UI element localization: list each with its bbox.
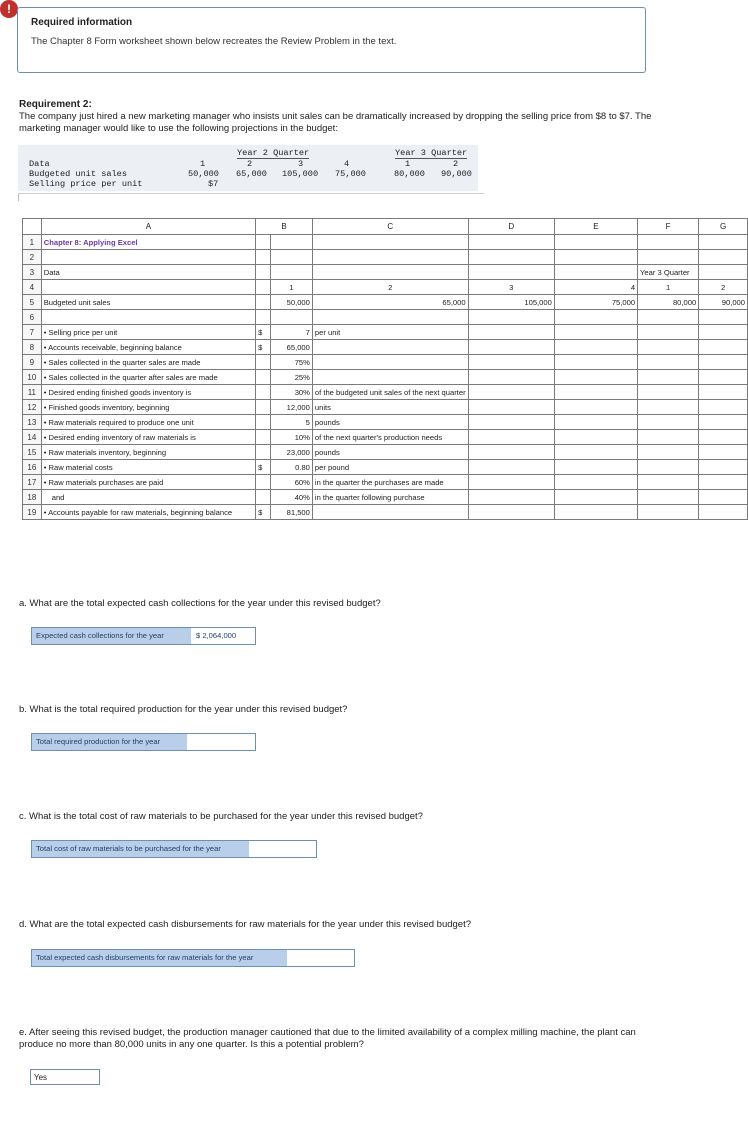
sales-y2q4: 75,000 [335, 169, 366, 179]
item-value: 81,500 [271, 505, 313, 520]
row-number: 2 [23, 250, 42, 265]
item-dollar: $ [256, 460, 271, 475]
y2-q2: 2 [247, 159, 253, 169]
answer-b-label: Total required production for the year [32, 734, 187, 750]
row-number: 9 [23, 355, 42, 370]
item-label: • Sales collected in the quarter after sales are made [41, 370, 255, 385]
sheet-row [23, 310, 748, 325]
item-label: • Accounts receivable, beginning balance [41, 340, 255, 355]
item-value: 5 [271, 415, 313, 430]
budgeted-unit-sales-label: Budgeted unit sales [41, 295, 255, 310]
data-heading: Data [41, 265, 255, 280]
item-value: 65,000 [271, 340, 313, 355]
raw-materials-cost-input[interactable] [250, 841, 316, 857]
item-note: in the quarter following purchase [312, 490, 468, 505]
cash-disbursements-input[interactable] [288, 950, 354, 966]
budgeted-value: 80,000 [638, 295, 699, 310]
item-note: per pound [312, 460, 468, 475]
sheet-row [23, 280, 748, 295]
item-note: of the budgeted unit sales of the next quarter [312, 385, 468, 400]
item-value: 12,000 [271, 400, 313, 415]
item-label: • Desired ending finished goods inventory is [41, 385, 255, 400]
item-note: of the next quarter's production needs [312, 430, 468, 445]
quarter-header: 3 [468, 280, 554, 295]
col-header-g: G [699, 219, 748, 235]
item-note: per unit [312, 325, 468, 340]
y3-q2: 2 [453, 159, 459, 169]
item-value: 75% [271, 355, 313, 370]
sheet-divider [18, 193, 484, 201]
sales-y3q1: 80,000 [394, 169, 425, 179]
item-value: 10% [271, 430, 313, 445]
sheet-row [23, 400, 748, 415]
answer-b-box [31, 733, 256, 751]
projection-data-block [18, 145, 478, 191]
item-label: • Raw material costs [41, 460, 255, 475]
answer-d-box [31, 949, 355, 967]
sheet-row [23, 340, 748, 355]
item-label: • Sales collected in the quarter sales are made [41, 355, 255, 370]
question-d: d. What are the total expected cash disbursements for raw materials for the year under this revised budget? [19, 919, 472, 930]
question-e: e. After seeing this revised budget, the production manager cautioned that due to the limited availability of a complex milling machine, the plant can produce no more than 80,000 units in any one quarter. Is this a potential problem? [19, 1027, 636, 1050]
sheet-row [23, 295, 748, 310]
item-value: 25% [271, 370, 313, 385]
item-label: • Desired ending inventory of raw materials is [41, 430, 255, 445]
row-number: 6 [23, 310, 42, 325]
col-header-f: F [638, 219, 699, 235]
item-label: • Selling price per unit [41, 325, 255, 340]
col-header-e: E [554, 219, 637, 235]
item-value: 30% [271, 385, 313, 400]
item-value: 23,000 [271, 445, 313, 460]
budgeted-value: 90,000 [699, 295, 748, 310]
item-value: 7 [271, 325, 313, 340]
col-header-b: B [256, 219, 313, 235]
question-c: c. What is the total cost of raw materials to be purchased for the year under this revised budget? [19, 811, 423, 822]
sheet-row [23, 415, 748, 430]
selling-price-label: Selling price per unit [29, 179, 143, 189]
sheet-row [23, 460, 748, 475]
expected-cash-collections-input[interactable]: $ 2,064,000 [192, 628, 254, 644]
potential-problem-select[interactable]: Yes [30, 1069, 100, 1085]
item-note: pounds [312, 445, 468, 460]
selling-price-value: $7 [208, 179, 219, 189]
sheet-row [23, 355, 748, 370]
row-number: 12 [23, 400, 42, 415]
item-value: 0.80 [271, 460, 313, 475]
item-note: units [312, 400, 468, 415]
quarter-header: 4 [554, 280, 637, 295]
requirement-title: Requirement 2: [19, 99, 92, 110]
item-value: 60% [271, 475, 313, 490]
row-number: 15 [23, 445, 42, 460]
y2-q1: 1 [200, 159, 206, 169]
item-label: • Raw materials required to produce one unit [41, 415, 255, 430]
budgeted-value: 50,000 [271, 295, 313, 310]
y2-q4: 4 [344, 159, 350, 169]
item-dollar: $ [256, 340, 271, 355]
budgeted-value: 105,000 [468, 295, 554, 310]
item-label: • Raw materials purchases are paid [41, 475, 255, 490]
info-title: Required information [31, 17, 133, 28]
row-number: 5 [23, 295, 42, 310]
y2-q3: 3 [298, 159, 304, 169]
sheet-row [23, 505, 748, 520]
row-number: 18 [23, 490, 42, 505]
item-label: • Raw materials inventory, beginning [41, 445, 255, 460]
sheet-row [23, 325, 748, 340]
corner-cell [23, 219, 42, 235]
question-a: a. What are the total expected cash collections for the year under this revised budget? [19, 598, 381, 609]
row-number: 16 [23, 460, 42, 475]
item-dollar: $ [256, 505, 271, 520]
year3-quarter-heading: Year 3 Quarter [638, 265, 699, 280]
sales-y2q3: 105,000 [282, 169, 319, 179]
alert-icon: ! [0, 0, 18, 18]
y3-q1: 1 [405, 159, 411, 169]
sheet-title: Chapter 8: Applying Excel [41, 235, 255, 250]
total-required-production-input[interactable] [188, 734, 254, 750]
answer-a-label: Expected cash collections for the year [32, 628, 191, 644]
col-header-d: D [468, 219, 554, 235]
year2-quarter-label: Year 2 Quarter [237, 148, 310, 158]
budgeted-value: 75,000 [554, 295, 637, 310]
quarter-header: 2 [699, 280, 748, 295]
sheet-row [23, 235, 748, 250]
quarter-header: 1 [638, 280, 699, 295]
item-label: and [41, 490, 255, 505]
sheet-row [23, 490, 748, 505]
row-number: 4 [23, 280, 42, 295]
sales-y3q2: 90,000 [441, 169, 472, 179]
sales-y2q2: 65,000 [236, 169, 267, 179]
data-label: Data [29, 159, 50, 169]
sheet-row [23, 430, 748, 445]
row-number: 14 [23, 430, 42, 445]
quarter-header: 1 [271, 280, 313, 295]
row-number: 10 [23, 370, 42, 385]
item-note: pounds [312, 415, 468, 430]
item-dollar: $ [256, 325, 271, 340]
answer-c-label: Total cost of raw materials to be purchased for the year [32, 841, 249, 857]
budgeted-value: 65,000 [312, 295, 468, 310]
col-header-a: A [41, 219, 255, 235]
row-number: 17 [23, 475, 42, 490]
item-note: in the quarter the purchases are made [312, 475, 468, 490]
item-value: 40% [271, 490, 313, 505]
sales-y2q1: 50,000 [188, 169, 219, 179]
row-number: 19 [23, 505, 42, 520]
row-number: 7 [23, 325, 42, 340]
answer-d-label: Total expected cash disbursements for raw materials for the year [32, 950, 287, 966]
item-label: • Finished goods inventory, beginning [41, 400, 255, 415]
info-text: The Chapter 8 Form worksheet shown below recreates the Review Problem in the text. [31, 36, 397, 47]
row-number: 3 [23, 265, 42, 280]
year3-quarter-label: Year 3 Quarter [395, 148, 468, 158]
col-header-c: C [312, 219, 468, 235]
item-label: • Accounts payable for raw materials, beginning balance [41, 505, 255, 520]
row-number: 13 [23, 415, 42, 430]
sheet-row [23, 250, 748, 265]
budgeted-unit-sales-label: Budgeted unit sales [29, 169, 127, 179]
answer-a-box [31, 627, 256, 645]
answer-c-box [31, 840, 317, 858]
sheet-row [23, 475, 748, 490]
sheet-row [23, 385, 748, 400]
quarter-header: 2 [312, 280, 468, 295]
excel-worksheet [22, 218, 748, 520]
sheet-row [23, 445, 748, 460]
row-number: 11 [23, 385, 42, 400]
column-header-row [23, 219, 748, 235]
row-number: 1 [23, 235, 42, 250]
row-number: 8 [23, 340, 42, 355]
sheet-row [23, 370, 748, 385]
sheet-row [23, 265, 748, 280]
requirement-text: The company just hired a new marketing manager who insists unit sales can be dramatically increased by dropping the selling price from $8 to $7. The marketing manager would like to use the following projections in the budget: [19, 111, 652, 134]
question-b: b. What is the total required production for the year under this revised budget? [19, 704, 348, 715]
